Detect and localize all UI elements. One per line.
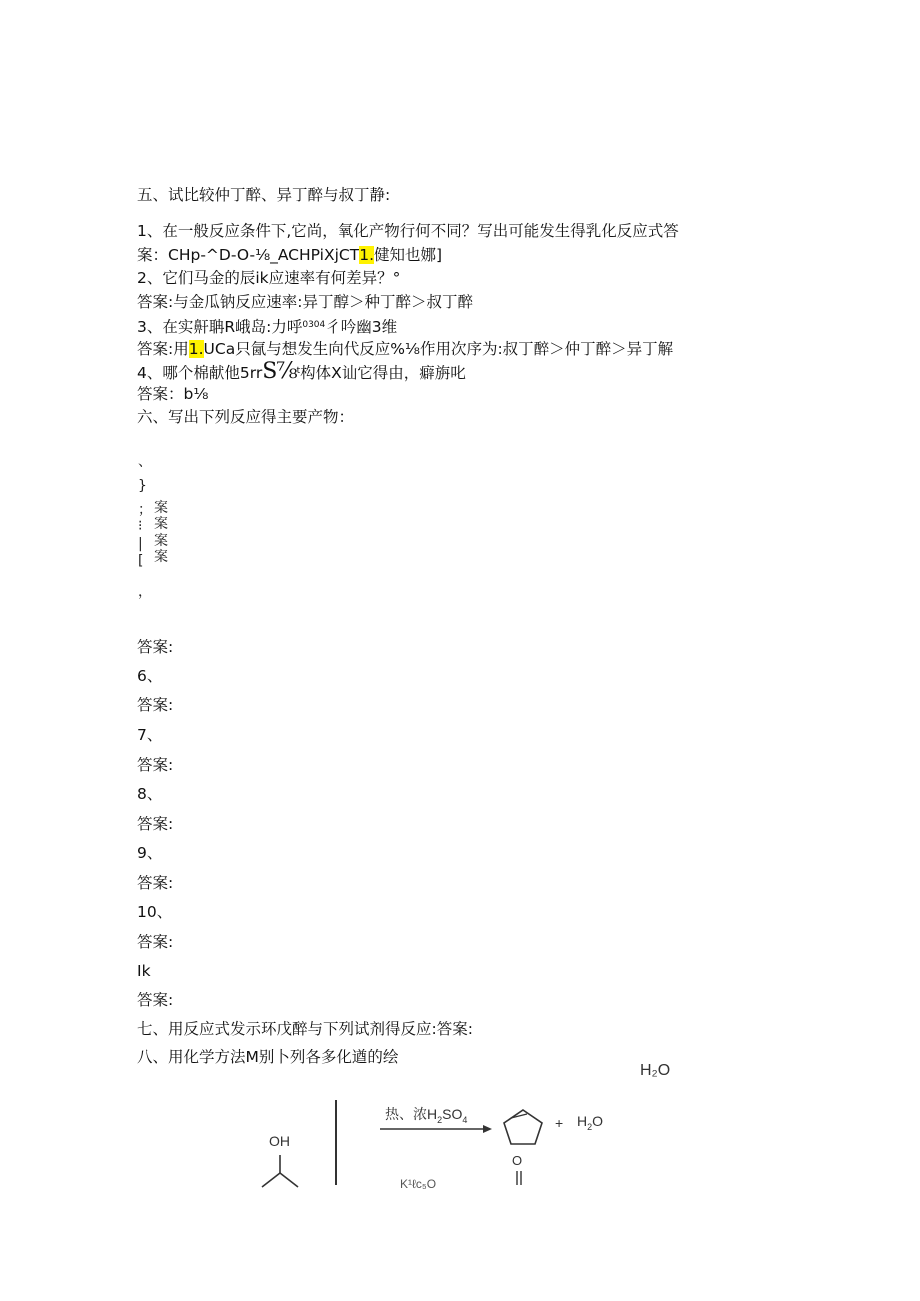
question-4-superscript: t (296, 366, 301, 376)
answer-1-text-end: 健知也娜] (374, 246, 443, 264)
question-4-text: 4、哪个棉献他5rr (137, 364, 263, 382)
reagent-label: K¹ℓc₅O (400, 1177, 437, 1191)
section-5-title: 五、试比较仲丁醉、异丁醉与叔丁静: (137, 186, 391, 204)
item-number: 8、 (137, 785, 163, 803)
answer-label: 答案: (137, 756, 174, 774)
answer-1-text: 案：CHp-^D-O-⅛_ACHPiXjCT (137, 246, 360, 264)
fragment-answer: 案 (154, 500, 168, 516)
item-number: 7、 (137, 726, 163, 744)
fragment-answer: 案 (154, 516, 168, 532)
alcohol-bond (280, 1173, 298, 1187)
answer-1 (137, 245, 442, 265)
item-number: 6、 (137, 667, 163, 685)
water-subscript: 2 (587, 1121, 593, 1132)
answer-1-highlight: 1. (359, 246, 374, 264)
question-4 (137, 361, 466, 383)
alcohol-bond (262, 1173, 280, 1187)
answer-label: 答案: (137, 815, 174, 833)
fragment-mark: | (138, 536, 143, 552)
condition-subscript: 2 (437, 1114, 443, 1125)
fragment-mark: 、 (138, 454, 152, 470)
product-water (577, 1113, 603, 1132)
fragment-mark: ； (138, 502, 152, 518)
question-3-text: 3、在实鼾聃R峨岛:力呼 (137, 318, 303, 336)
answer-label: 答案: (137, 696, 174, 714)
condition-text: SO (442, 1106, 463, 1122)
answer-label: 答案: (137, 638, 174, 656)
condition-text: 热、浓H (385, 1106, 438, 1122)
answer-label: 答案: (137, 991, 174, 1009)
item-number: 9、 (137, 844, 163, 862)
arrow-head (483, 1125, 492, 1133)
condition-subscript: 4 (462, 1114, 468, 1125)
answer-label: 答案: (137, 874, 174, 892)
question-3-text-end: 彳吟幽3维 (325, 318, 398, 336)
fragment-mark: ⁝ (138, 518, 143, 534)
h2o-label: H₂O (640, 1062, 671, 1079)
fragment-answer: 案 (154, 549, 168, 565)
answer-3-text-end: UCa只氤与想发生向代反应%⅛作用次序为:叔丁醉＞仲丁醉＞异丁解 (203, 340, 674, 358)
answer-3-highlight: 1. (188, 340, 204, 358)
fragment-mark: [ (138, 553, 144, 569)
oh-label: OH (269, 1133, 290, 1149)
fragment-mark: ， (138, 584, 152, 600)
answer-2: 答案:与金瓜钠反应速率:异丁醇＞种丁醉＞叔丁醉 (137, 293, 473, 311)
water-text: O (592, 1113, 604, 1129)
question-4-garbled: S⅞ (262, 359, 297, 384)
plus-sign: + (555, 1115, 564, 1131)
answer-3-text: 答案:用 (137, 340, 189, 358)
question-1: 1、在一般反应条件下,它尚，氧化产物行何不同？写出可能发生得乳化反应式答 (137, 222, 679, 240)
water-text: H (577, 1113, 588, 1129)
section-8-title: 八、用化学方法M别卜列各多化遒的绘 (137, 1048, 399, 1066)
item-number: 10、 (137, 903, 173, 921)
section-6-title: 六、写出下列反应得主要产物： (137, 408, 355, 426)
reaction-figure (240, 1095, 640, 1195)
item-number: Ik (137, 962, 151, 980)
answer-4: 答案：b⅛ (137, 385, 209, 403)
reaction-condition (385, 1104, 467, 1125)
fragment-mark: } (138, 478, 147, 494)
question-4-text-end: 构体X讪它得由，癖旃叱 (300, 364, 466, 382)
question-3-superscript: 0304 (302, 320, 326, 330)
fragment-answer: 案 (154, 533, 168, 549)
ketone-oxygen: O (512, 1153, 523, 1168)
section-7-title: 七、用反应式发示环戊醉与下列试剂得反应:答案: (137, 1020, 473, 1038)
answer-3 (137, 339, 673, 359)
answer-label: 答案: (137, 933, 174, 951)
question-2: 2、它们马金的辰ik应速率有何差异？° (137, 269, 401, 287)
question-3 (137, 315, 397, 337)
